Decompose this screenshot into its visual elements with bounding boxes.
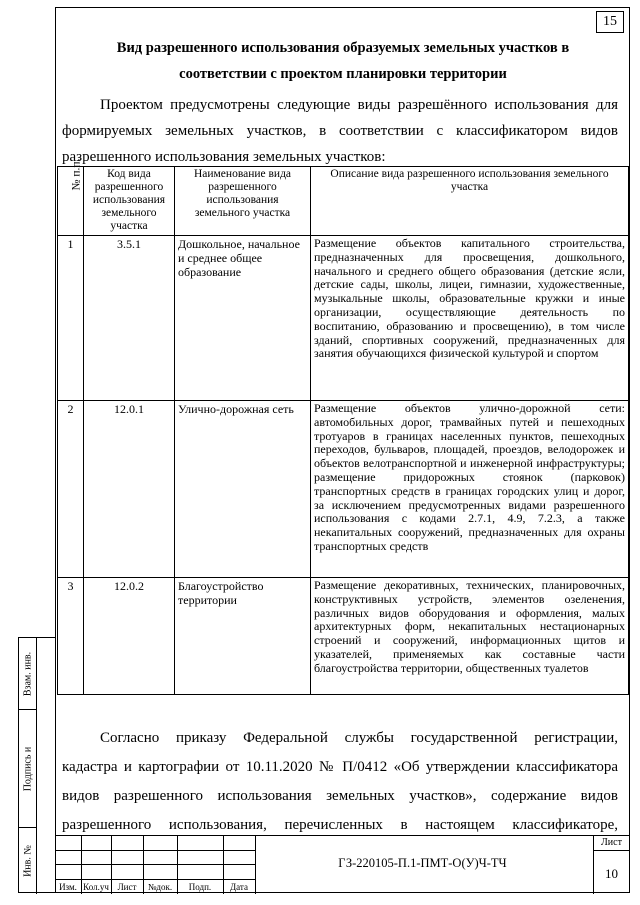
header-code: Код вида разрешенного использования земельного участка [84, 167, 175, 236]
podpis-label: Подпись и [22, 746, 34, 792]
table-row [58, 578, 629, 695]
intro-paragraph [62, 92, 618, 170]
cell-name: Улично-дорожная сеть [175, 401, 311, 578]
stamp-col-podp: Подп. [188, 882, 212, 892]
cell-code: 12.0.2 [84, 578, 175, 695]
section-title-line2: соответствии с проектом планировки территории [179, 66, 507, 82]
document-code: ГЗ-220105-П.1-ПМТ-О(У)Ч-ТЧ [338, 856, 507, 870]
cell-desc: Размещение объектов капитального строительства, предназначенных для просвещения, дошкольного, начального и среднего общего образования (детские ясли, детские сады, школы, лицеи, гимназии, художественные, музыкальные школы, образовательные кружки и иные организации, осуществляющие деятельность по воспитанию, образованию и просвещению), в том числе зданий, спортивных сооружений, предназначенных для занятия обучающихся физической культурой и спортом [311, 236, 629, 401]
intro-line: формируемых земельных участков, в соответствии с классификатором видов [62, 123, 618, 139]
sheet-label: Лист [601, 837, 622, 848]
stamp-col-ndok: №док. [147, 882, 173, 892]
closing-paragraph [62, 724, 618, 840]
title-block-stamp [55, 835, 630, 893]
closing-line: кадастра и картографии от 10.11.2020 № П/0412 «Об утверждении классификатора [62, 759, 618, 775]
section-title-line1: Вид разрешенного использования образуемых земельных участков в [116, 40, 570, 56]
land-use-table [57, 158, 629, 695]
cell-num: 3 [58, 578, 84, 695]
side-stamp-strip [18, 637, 55, 893]
closing-line: разрешенного использования, перечисленных в настоящем классификаторе, [62, 817, 618, 833]
cell-desc: Размещение декоративных, технических, планировочных, конструктивных устройств, элементов озеленения, различных видов оборудования и оформления, малых архитектурных форм, некапитальных нестационарных строений и сооружений, информационных щитов и указателей, применяемых как составные части благоустройства территории, общественных туалетов [311, 578, 629, 695]
cell-desc: Размещение объектов улично-дорожной сети: автомобильных дорог, трамвайных путей и пешеходных тротуаров в границах населенных пунктов, пешеходных переходов, бульваров, площадей, проездов, велодорожек и объектов велотранспортной и инженерной инфраструктуры; размещение придорожных стоянок (парковок) транспортных средств в границах городских улиц и дорог, за исключением предусмотренных видами разрешенного использования с кодами 2.7.1, 4.9, 7.2.3, а также некапитальных сооружений, предназначенных для охраны транспортных средств [311, 401, 629, 578]
intro-line: разрешенного использования земельных участков: [62, 149, 386, 165]
stamp-col-koluch: Кол.уч [83, 882, 109, 892]
header-desc: Описание вида разрешенного использования земельного участка [311, 167, 629, 236]
stamp-col-izm: Изм. [59, 882, 77, 892]
inv-label: Инв. № [22, 845, 34, 877]
stamp-col-data: Дата [230, 882, 248, 892]
header-num: № п.п. [58, 167, 84, 236]
cell-code: 12.0.1 [84, 401, 175, 578]
table-header-row [58, 167, 629, 236]
page-number: 15 [596, 11, 624, 33]
closing-line: видов разрешенного использования земельных участков», содержание видов [62, 788, 618, 804]
intro-line: Проектом предусмотрены следующие виды разрешённого использования для [100, 97, 618, 113]
table-row [58, 236, 629, 401]
stamp-col-list: Лист [117, 882, 137, 892]
table-row [58, 401, 629, 578]
sheet-number: 10 [605, 866, 618, 881]
header-name: Наименование вида разрешенного использования земельного участка [175, 167, 311, 236]
cell-name: Благоустройство территории [175, 578, 311, 695]
cell-code: 3.5.1 [84, 236, 175, 401]
closing-line: Согласно приказу Федеральной службы государственной регистрации, [100, 730, 618, 746]
cell-num: 1 [58, 236, 84, 401]
cell-num: 2 [58, 401, 84, 578]
vzam-label: Взам. инв. [22, 651, 34, 697]
cell-name: Дошкольное, начальное и среднее общее образование [175, 236, 311, 401]
